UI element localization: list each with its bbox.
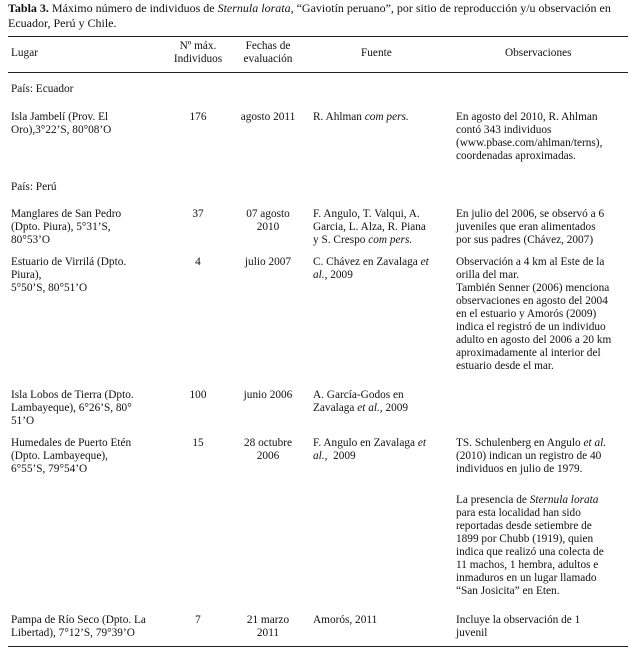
row-max: 7: [195, 614, 201, 626]
header-rule: [8, 72, 628, 73]
row-observaciones: En julio del 2006, se observó a 6 juveniles que eran alimentados por sus padres (Chávez, 2007): [456, 208, 605, 246]
row-fecha: julio 2007: [244, 256, 292, 268]
row-max: 176: [189, 111, 207, 123]
table-label: Tabla 3.: [8, 1, 49, 15]
row-observaciones: En agosto del 2010, R. Ahlman contó 343 individuos (www.pbase.com/ahlman/terns), coordenadas aproximadas.: [456, 111, 603, 162]
row-observaciones: Observación a 4 km al Este de la orilla del mar. También Senner (2006) menciona observaciones en agosto del 2004 en el estuario y Amorós (2009) indica el registró de un individuo adulto en agosto del 2006 a 20 km aproximadamente al interior del estuario desde el mar.: [456, 256, 612, 372]
table-caption: Tabla 3. Máximo número de individuos de Sternula lorata, “Gaviotín peruano”, por sitio de reproducción y/u observación en Ecuador, Perú y Chile.: [8, 1, 611, 30]
country-ecuador: País: Ecuador: [11, 83, 74, 95]
row-fuente: F. Angulo, T. Valqui, A. Garcia, L. Alza, R. Piana y S. Crespo com pers.: [313, 208, 426, 246]
row-observaciones: TS. Schulenberg en Angulo et al. (2010) indican un registro de 40 individuos en julio de 1979.: [456, 437, 607, 475]
top-rule: [8, 36, 628, 37]
row-max: 15: [192, 437, 204, 449]
row-fuente: F. Angulo en Zavalaga et al., 2009: [313, 437, 426, 462]
header-fechas: Fechas de evaluación: [243, 40, 293, 65]
row-max: 100: [189, 389, 207, 401]
header-max: Nº máx. Individuos: [173, 40, 223, 65]
row-fecha: 07 agosto 2010: [246, 208, 290, 233]
row-fuente: A. García-Godos en Zavalaga et al., 2009: [313, 389, 409, 414]
row-fecha: junio 2006: [243, 389, 293, 401]
row-observaciones: Incluye la observación de 1 juvenil: [456, 614, 581, 639]
row-fecha: 28 octubre 2006: [244, 437, 292, 462]
row-fuente: C. Chávez en Zavalaga et al., 2009: [313, 256, 429, 281]
row-observaciones-2: La presencia de Sternula lorata para esta localidad han sido reportadas desde setiembre de 1899 por Chubb (1919), quien indica que realizó una colecta de 11 machos, 1 hembra, adultos e inmaduros en un lugar llamado “San Josicita” en Eten.: [456, 494, 604, 597]
row-max: 37: [192, 208, 204, 220]
row-fuente: Amorós, 2011: [313, 614, 378, 626]
row-lugar: Isla Lobos de Tierra (Dpto. Lambayeque), 6°26’S, 80° 51’O: [11, 389, 134, 427]
header-lugar: Lugar: [11, 47, 38, 59]
row-lugar: Pampa de Río Seco (Dpto. La Libertad), 7°12’S, 79°39’O: [11, 614, 146, 639]
header-fuente: Fuente: [361, 47, 392, 59]
row-lugar: Estuario de Virrilá (Dpto. Piura), 5°50’S, 80°51’O: [11, 256, 127, 294]
row-fecha: agosto 2011: [240, 111, 296, 123]
row-lugar: Humedales de Puerto Etén (Dpto. Lambayeque), 6°55’S, 79°54’O: [11, 437, 132, 475]
row-lugar: Isla Jambelí (Prov. El Oro),3°22’S, 80°08’O: [11, 111, 112, 136]
row-fuente: R. Ahlman com pers.: [313, 111, 409, 123]
row-max: 4: [195, 256, 201, 268]
row-lugar: Manglares de San Pedro (Dpto. Piura), 5°31’S, 80°53’O: [11, 208, 122, 246]
country-peru: País: Perú: [11, 181, 57, 193]
header-observaciones: Observaciones: [505, 47, 572, 59]
row-fecha: 21 marzo 2011: [246, 614, 290, 639]
